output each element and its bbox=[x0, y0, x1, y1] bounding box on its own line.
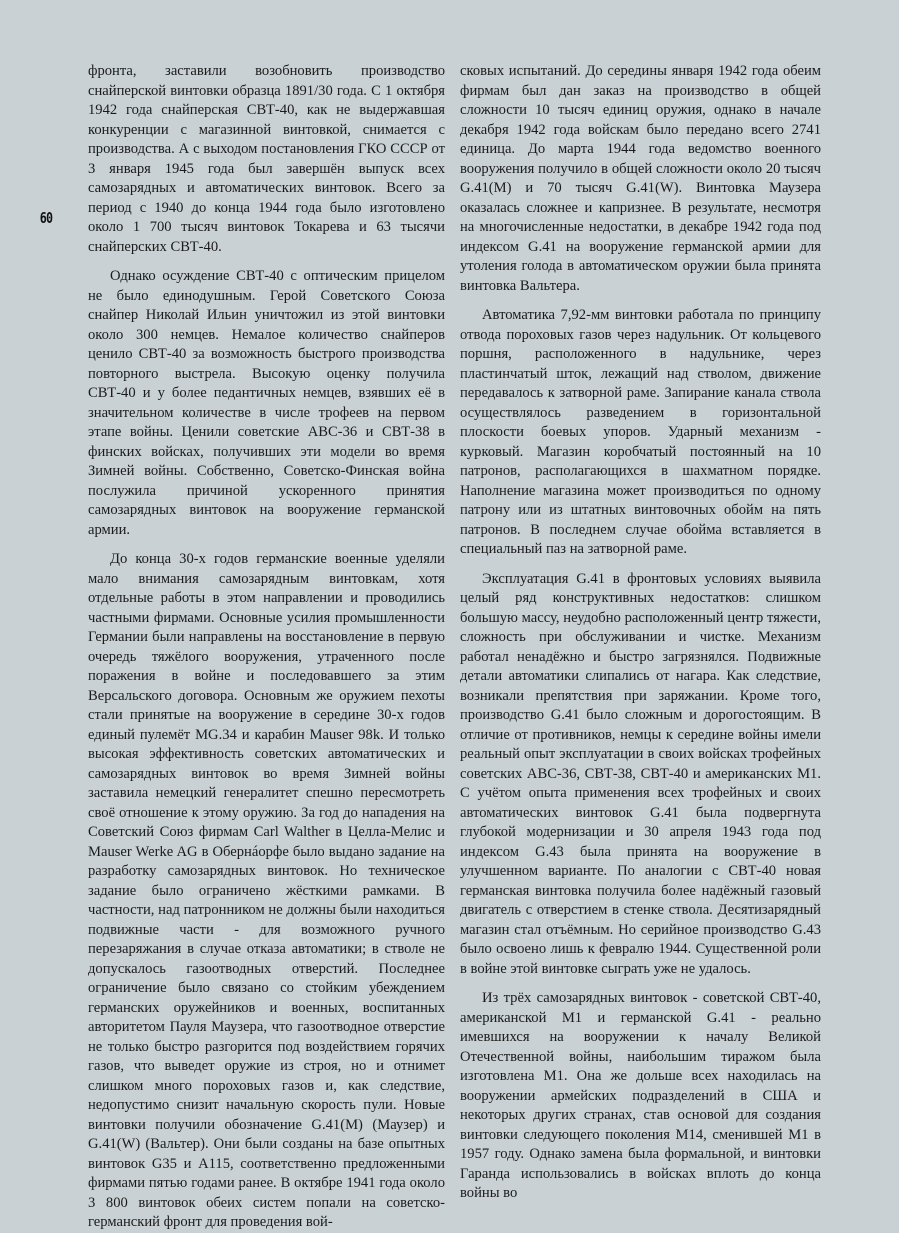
paragraph: Автоматика 7,92-мм винтовки работала по принципу отвода пороховых газов через надульник. От кольцевого поршня, расположенного в надульнике, через пластинчатый шток, лежащий над стволом, движение передавалось к затворной раме. Запирание канала ствола осуществлялось разведением в горизонтальной плоскости боевых упоров. Ударный механизм - курковый. Магазин коробчатый постоянный на 10 патронов, располагающихся в шахматном порядке. Наполнение магазина может производиться по одному патрону или из штатных винтовочных обойм на пять патронов. В последнем случае обойма вставляется в специальный паз на затворной раме. bbox=[460, 307, 821, 557]
paragraph: фронта, заставили возобновить производство снайперской винтовки образца 1891/30 года. С 1 октября 1942 года снайперская СВТ-40, как не выдержавшая конкуренции с магазинной винтовкой, снимается с производства. А с выходом постановления ГКО СССР от 3 января 1945 года был завершён выпуск всех самозарядных и автоматических винтовок. Всего за период с 1940 до конца 1944 года было изготовлено около 1 700 тысяч винтовок Токарева и 63 тысячи снайперских СВТ-40. bbox=[88, 63, 445, 255]
paragraph: сковых испытаний. До середины января 1942 года обеим фирмам был дан заказ на производство в общей сложности 10 тысяч единиц оружия, однако в начале декабря 1942 года войскам было передано всего 2741 единица. До марта 1944 года ведомство военного вооружения получило в общей сложности около 20 тысяч G.41(M) и 70 тысяч G.41(W). Винтовка Маузера оказалась сложнее и капризнее. В результате, несмотря на многочисленные недостатки, в декабре 1942 года под индексом G.41 на вооружение германской армии для утоления голода в автоматическом оружии была принята винтовка Вальтера. bbox=[460, 63, 821, 294]
left-column bbox=[88, 62, 445, 1230]
paragraph: Эксплуатация G.41 в фронтовых условиях выявила целый ряд конструктивных недостатков: слишком большую массу, неудобно расположенный центр тяжести, сложность при обслуживании и чистке. Механизм работал ненадёжно и быстро загрязнялся. Подвижные детали автоматики слипались от нагара. Как следствие, возникали препятствия при заряжании. Кроме того, производство G.41 было сложным и дорогостоящим. В отличие от противников, немцы к середине войны имели реальный опыт эксплуатации в своих войсках трофейных советских АВС-36, СВТ-38, СВТ-40 и американских M1. С учётом опыта применения всех трофейных и своих автоматических винтовок G.41 была подвергнута глубокой модернизации и 30 апреля 1943 года под индексом G.43 была принята на вооружение в улучшенном варианте. По аналогии с СВТ-40 новая германская винтовка получила более надёжный газовый двигатель с отверстием в стенке ствола. Десятизарядный магазин стал отъёмным. Но серийное производство G.43 было освоено лишь к февралю 1944. Существенной роли в войне этой винтовке сыграть уже не удалось. bbox=[460, 570, 821, 977]
page-number: 60 bbox=[39, 209, 53, 227]
right-column bbox=[460, 62, 821, 1201]
paragraph: До конца 30-х годов германские военные уделяли мало внимания самозарядным винтовкам, хотя отдельные работы в этом направлении и проводились частными фирмами. Основные усилия промышленности Германии были направлены на восстановление в первую очередь тяжёлого вооружения, утраченного после поражения в войне и последовавшего за этим Версальского договора. Основным же оружием пехоты стали принятые на вооружение в середине 30-х годов единый пулемёт MG.34 и карабин Mauser 98k. И только высокая эффективность советских автоматических и самозарядных винтовок во время Зимней войны заставила немецкий генералитет спешно пересмотреть своё отношение к этому оружию. За год до нападения на Советский Союз фирмам Carl Walther в Целла-Мелис и Mauser Werke AG в Обернáорфе было выдано задание на разработку самозарядных винтовок. Но техническое задание было ограничено жёсткими рамками. В частности, над патронником не должны были находиться подвижные части - для возможного ручного перезаряжания в случае отказа автоматики; в стволе не допускалось газоотводных отверстий. Последнее ограничение было связано со стойким убеждением германских оружейников и военных, воспитанных авторитетом Пауля Маузера, что газоотводное отверстие не только быстро разгорится под воздействием горячих газов, что выведет оружие из строя, но и отнимет слишком много пороховых газов и, как следствие, недопустимо снизит начальную скорость пули. Новые винтовки получили обозначение G.41(M) (Маузер) и G.41(W) (Вальтер). Они были созданы на базе опытных винтовок G35 и A115, соответственно предложенными фирмами пятью годами ранее. В октябре 1941 года около 3 800 винтовок обеих систем попали на советско-германский фронт для проведения вой- bbox=[88, 551, 445, 1230]
paragraph: Однако осуждение СВТ-40 с оптическим прицелом не было единодушным. Герой Советского Союза снайпер Николай Ильин уничтожил из этой винтовки около 300 немцев. Немалое количество снайперов ценило СВТ-40 за возможность быстрого производства повторного выстрела. Высокую оценку получила СВТ-40 и у более педантичных немцев, взявших её в значительном количестве в числе трофеев на первом этапе войны. Ценили советские АВС-36 и СВТ-38 в финских войсках, получивших эти модели во время Зимней войны. Собственно, Советско-Финская война послужила причиной ускоренного принятия самозарядных винтовок на вооружение германской армии. bbox=[88, 268, 445, 538]
paragraph: Из трёх самозарядных винтовок - советской СВТ-40, американской M1 и германской G.41 - реально имевшихся на вооружении к началу Великой Отечественной войны, наибольшим тиражом была изготовлена M1. Она же дольше всех находилась на вооружении армейских подразделений в США и некоторых других странах, став основой для создания винтовки следующего поколения M14, сменившей M1 в 1957 году. Однако замена была формальной, и винтовки Гаранда использовались в войсках вплоть до конца войны во bbox=[460, 990, 821, 1201]
